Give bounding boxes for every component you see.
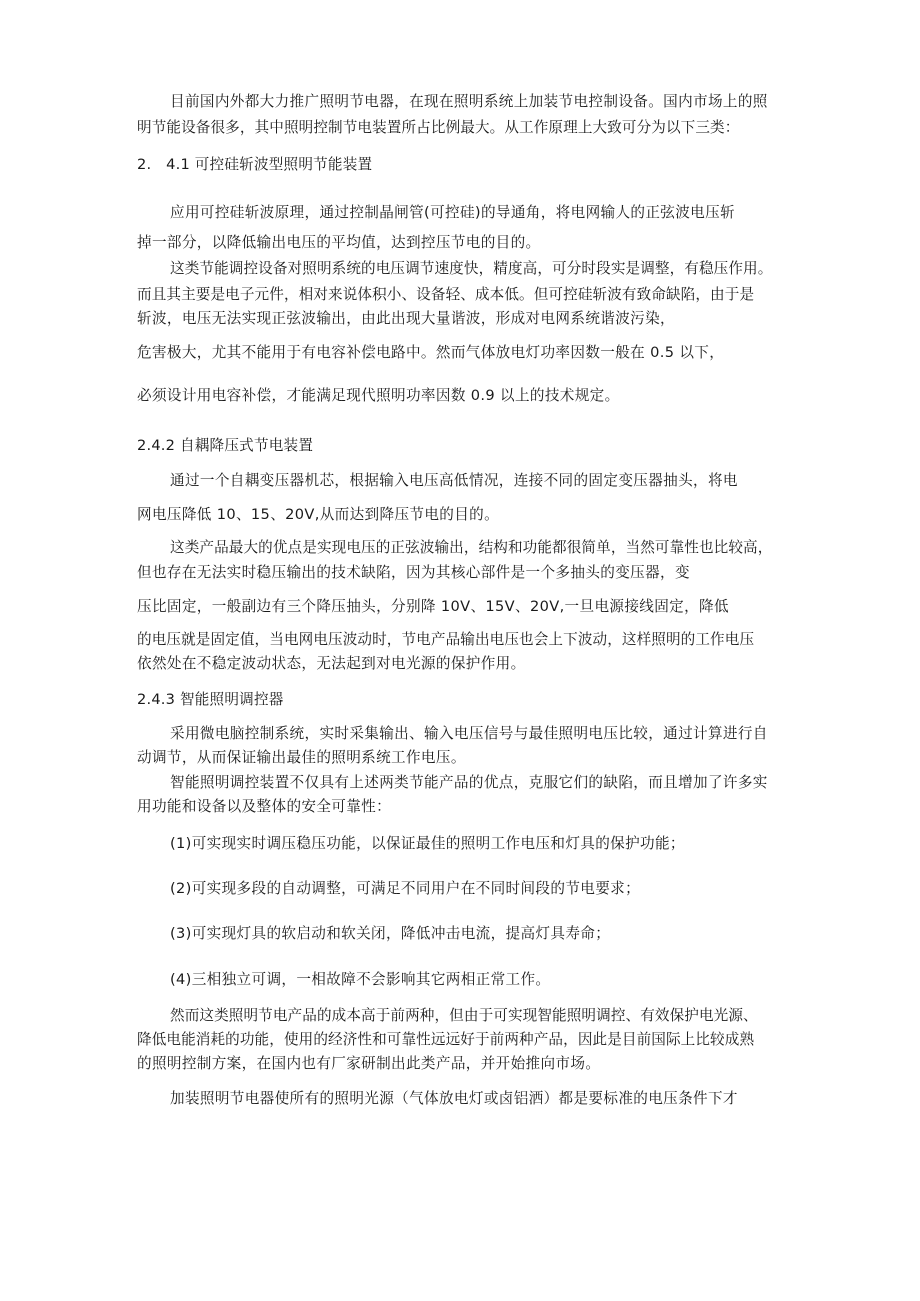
paragraph-thyristor-features-line-1: 这类节能调控设备对照明系统的电压调节速度快，精度高，可分时段实是调整，有稳压作用。 [170,260,773,277]
paragraph-conclusion-line-2: 降低电能消耗的功能，使用的经济性和可靠性远远好于前两种产品，因此是目前国际上比较成熟 [137,1031,755,1048]
paragraph-autotransformer-features-line-4: 的电压就是固定值，当电网电压波动时，节电产品输出电压也会上下波动，这样照明的工作电压 [137,631,755,648]
list-item: (2)可实现多段的自动调整，可满足不同用户在不同时间段的节电要求； [170,880,641,897]
paragraph-autotransformer-features-line-2: 但也存在无法实时稳压输出的技术缺陷，因为其核心部件是一个多抽头的变压器，变 [137,564,690,581]
list-item: (4)三相独立可调，一相故障不会影响其它两相正常工作。 [170,971,551,988]
paragraph-thyristor-features-line-3: 斩波，电压无法实现正弦波输出，由此出现大量谐波，形成对电网系统谐波污染， [137,310,675,327]
paragraph-intelligent-principle-line-2: 动调节，从而保证输出最佳的照明系统工作电压。 [137,749,466,766]
paragraph-intelligent-principle-line-1: 采用微电脑控制系统，实时采集输出、输入电压信号与最佳照明电压比较，通过计算进行自 [170,725,768,742]
paragraph-conclusion-line-1: 然而这类照明节电产品的成本高于前两种，但由于可实现智能照明调控、有效保护电光源、 [170,1007,758,1024]
paragraph-intro-line-1: 目前国内外都大力推广照明节电器，在现在照明系统上加装节电控制设备。国内市场上的照 [170,93,768,110]
paragraph-autotransformer-features-line-5: 依然处在不稳定波动状态，无法起到对电光源的保护作用。 [137,655,526,672]
list-item: (1)可实现实时调压稳压功能，以保证最佳的照明工作电压和灯具的保护功能； [170,835,685,852]
paragraph-intelligent-advantages-line-2: 用功能和设备以及整体的安全可靠性： [137,798,392,815]
list-item: (3)可实现灯具的软启动和软关闭，降低冲击电流，提高灯具寿命； [170,925,611,942]
section-heading-autotransformer: 2.4.2 自耦降压式节电装置 [137,437,314,454]
paragraph-thyristor-features-line-2: 而且其主要是电子元件，相对来说体积小、设备轻、成本低。但可控硅斩波有致命缺陷，由于是 [137,286,755,303]
paragraph-final-line-1: 加装照明节电器使所有的照明光源（气体放电灯或卤铝洒）都是要标准的电压条件下才 [170,1090,738,1107]
section-heading-intelligent-controller: 2.4.3 智能照明调控器 [137,691,284,708]
paragraph-autotransformer-line-1: 通过一个自耦变压器机芯，根据输入电压高低情况，连接不同的固定变压器抽头，将电 [170,472,738,489]
paragraph-autotransformer-features-line-3: 压比固定，一般副边有三个降压抽头，分别降 10V、15V、20V,一旦电源接线固定，降低 [137,598,729,615]
paragraph-thyristor-principle-line-1: 应用可控硅斩波原理，通过控制晶闸管(可控硅)的导通角，将电网输人的正弦波电压斩 [170,204,736,221]
paragraph-thyristor-principle-line-2: 掉一部分，以降低输出电压的平均值，达到控压节电的目的。 [137,234,541,251]
paragraph-thyristor-features-line-5: 必须设计用电容补偿，才能满足现代照明功率因数 0.9 以上的技术规定。 [137,387,620,404]
paragraph-autotransformer-features-line-1: 这类产品最大的优点是实现电压的正弦波输出，结构和功能都很简单，当然可靠性也比较高， [170,539,773,556]
paragraph-intelligent-advantages-line-1: 智能照明调控装置不仅具有上述两类节能产品的优点，克服它们的缺陷，而且增加了许多实 [170,774,768,791]
paragraph-thyristor-features-line-4: 危害极大，尤其不能用于有电容补偿电路中。然而气体放电灯功率因数一般在 0.5 以下， [137,344,725,361]
paragraph-autotransformer-line-2: 网电压降低 10、15、20V,从而达到降压节电的目的。 [137,506,500,523]
paragraph-conclusion-line-3: 的照明控制方案，在国内也有厂家研制出此类产品，并开始推向市场。 [137,1055,601,1072]
section-heading-thyristor: 2. 4.1 可控硅斩波型照明节能装置 [137,156,373,173]
paragraph-intro-line-2: 明节能设备很多，其中照明控制节电装置所占比例最大。从工作原理上大致可分为以下三类： [137,119,740,136]
